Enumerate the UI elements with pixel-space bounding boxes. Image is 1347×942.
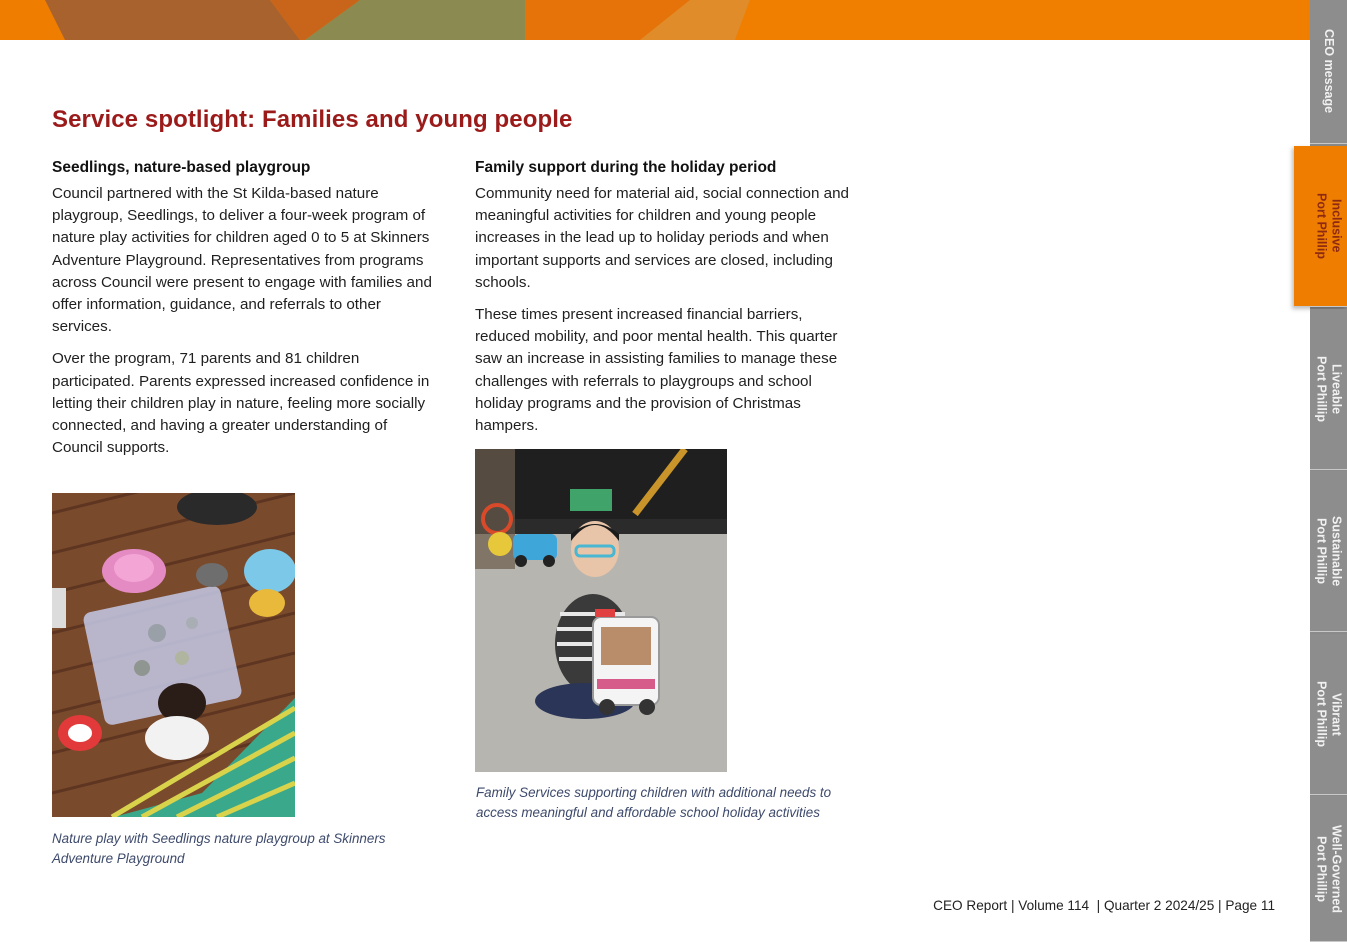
tab-label: CEO message bbox=[1322, 29, 1336, 114]
tab-liveable-port-phillip[interactable] bbox=[1310, 309, 1347, 470]
tab-well-governed-port-phillip[interactable] bbox=[1310, 796, 1347, 942]
tab-inclusive-port-phillip[interactable] bbox=[1294, 146, 1347, 307]
body-paragraph: Over the program, 71 parents and 81 children participated. Parents expressed increased confidence in letting their children play in nature, feeling more socially connected, and having a greater understanding of Council supports. bbox=[52, 350, 430, 457]
body-paragraph: These times present increased financial barriers, reduced mobility, and poor mental health. This quarter saw an increase in assisting families to manage these challenges with referrals to playgroups and school holiday programs and the provision of Christmas hampers. bbox=[475, 306, 838, 435]
photo-caption-nature-playgroup: Nature play with Seedlings nature playgroup at Skinners Adventure Playground bbox=[52, 831, 386, 866]
tab-label: Well-Governed Port Phillip bbox=[1314, 824, 1344, 913]
body-paragraph: Community need for material aid, social connection and meaningful activities for children and young people increases in the lead up to holiday periods and when important supports and services are closed, including schools. bbox=[475, 185, 849, 291]
tab-label: Liveable Port Phillip bbox=[1314, 356, 1344, 422]
tab-sustainable-port-phillip[interactable] bbox=[1310, 471, 1347, 632]
left-column bbox=[52, 159, 432, 469]
banner-graphic bbox=[0, 0, 1310, 40]
page-footer: CEO Report | Volume 114 | Quarter 2 2024/25 | Page 11 bbox=[933, 898, 1275, 913]
photo-caption-holiday-activities: Family Services supporting children with additional needs to access meaningful and affordable school holiday activities bbox=[476, 785, 832, 820]
tab-label: Vibrant Port Phillip bbox=[1314, 681, 1344, 747]
section-nav-sidebar bbox=[1310, 0, 1347, 941]
body-paragraph: Council partnered with the St Kilda-based nature playgroup, Seedlings, to deliver a four-week program of nature play activities for children aged 0 to 5 at Skinners Adventure Playground. Representatives from programs across Council were present to engage with families and offer information, guidance, and referrals to other services. bbox=[52, 185, 432, 336]
tab-label: Sustainable Port Phillip bbox=[1314, 515, 1344, 587]
tab-label: Inclusive Port Phillip bbox=[1314, 193, 1344, 259]
right-column bbox=[475, 159, 855, 447]
photo-nature-playgroup bbox=[52, 493, 295, 817]
section-heading-seedlings: Seedlings, nature-based playgroup bbox=[52, 159, 311, 176]
section-heading-family-support: Family support during the holiday period bbox=[475, 159, 777, 176]
header-banner bbox=[0, 0, 1310, 40]
tab-vibrant-port-phillip[interactable] bbox=[1310, 634, 1347, 795]
photo-holiday-activities bbox=[475, 449, 727, 772]
tab-ceo-message[interactable] bbox=[1310, 0, 1347, 144]
page-title: Service spotlight: Families and young people bbox=[52, 106, 573, 133]
